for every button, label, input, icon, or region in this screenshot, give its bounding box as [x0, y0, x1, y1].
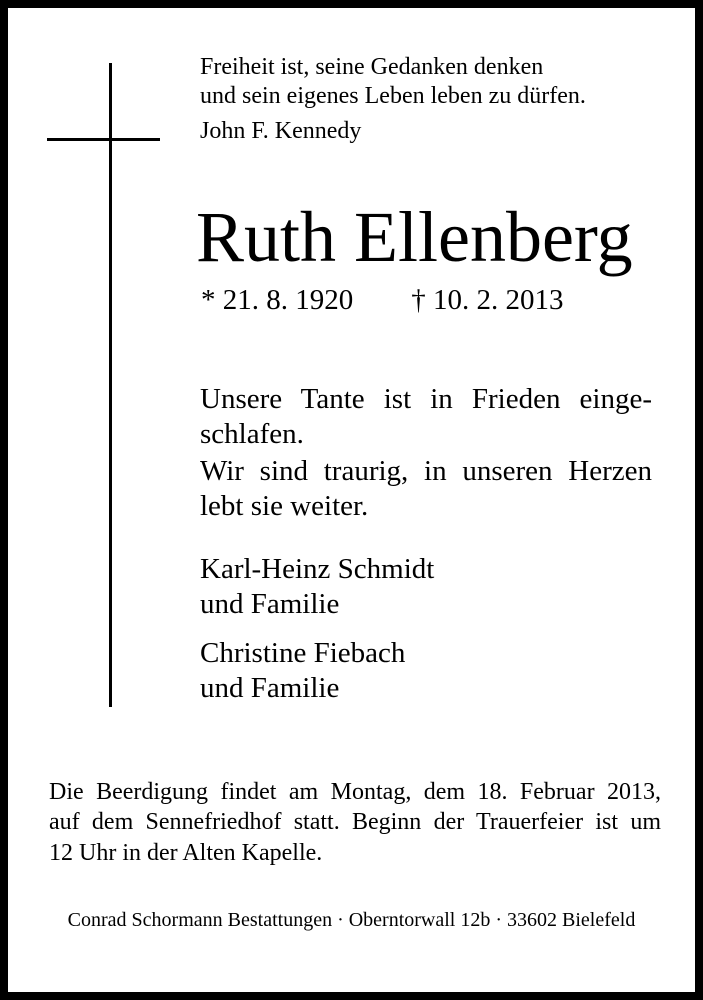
- mourner-entry: [200, 552, 434, 621]
- mourner-family: und Familie: [200, 671, 340, 704]
- funeral-home-footer: Conrad Schormann Bestattungen · Oberntorwall 12b · 33602 Bielefeld: [67, 909, 636, 931]
- funeral-line: 12 Uhr in der Alten Kapelle.: [49, 839, 323, 866]
- message-line: Unsere Tante ist in Frieden einge-: [200, 383, 652, 415]
- message-line: lebt sie weiter.: [200, 489, 369, 522]
- funeral-line: Die Beerdigung findet am Montag, dem 18. Februar 2013,: [49, 779, 661, 805]
- cross-horizontal-bar: [47, 138, 160, 141]
- death-date: † 10. 2. 2013: [411, 284, 564, 316]
- message-line: schlafen.: [200, 417, 304, 450]
- mourner-name: Christine Fiebach: [200, 637, 406, 669]
- birth-date: * 21. 8. 1920: [201, 284, 354, 316]
- condolence-message: [200, 382, 652, 523]
- quote-attribution: John F. Kennedy: [200, 118, 362, 144]
- quote-block: [200, 53, 630, 146]
- funeral-info: [49, 777, 661, 868]
- mourner-family: und Familie: [200, 587, 340, 620]
- message-paragraph: [200, 454, 652, 523]
- mourner-entry: [200, 636, 434, 705]
- cross-vertical-bar: [109, 63, 112, 707]
- mourner-name: Karl-Heinz Schmidt: [200, 553, 435, 585]
- deceased-name: Ruth Ellenberg: [196, 197, 633, 277]
- funeral-line: auf dem Sennefriedhof statt. Beginn der Trauerfeier ist um: [49, 809, 661, 836]
- quote-line: und sein eigenes Leben leben zu dürfen.: [200, 82, 586, 109]
- life-dates: [201, 284, 564, 317]
- message-line: Wir sind traurig, in unseren Herzen: [200, 455, 652, 487]
- message-paragraph: [200, 382, 652, 451]
- quote-line: Freiheit ist, seine Gedanken denken: [200, 54, 544, 80]
- mourners-list: [200, 552, 434, 705]
